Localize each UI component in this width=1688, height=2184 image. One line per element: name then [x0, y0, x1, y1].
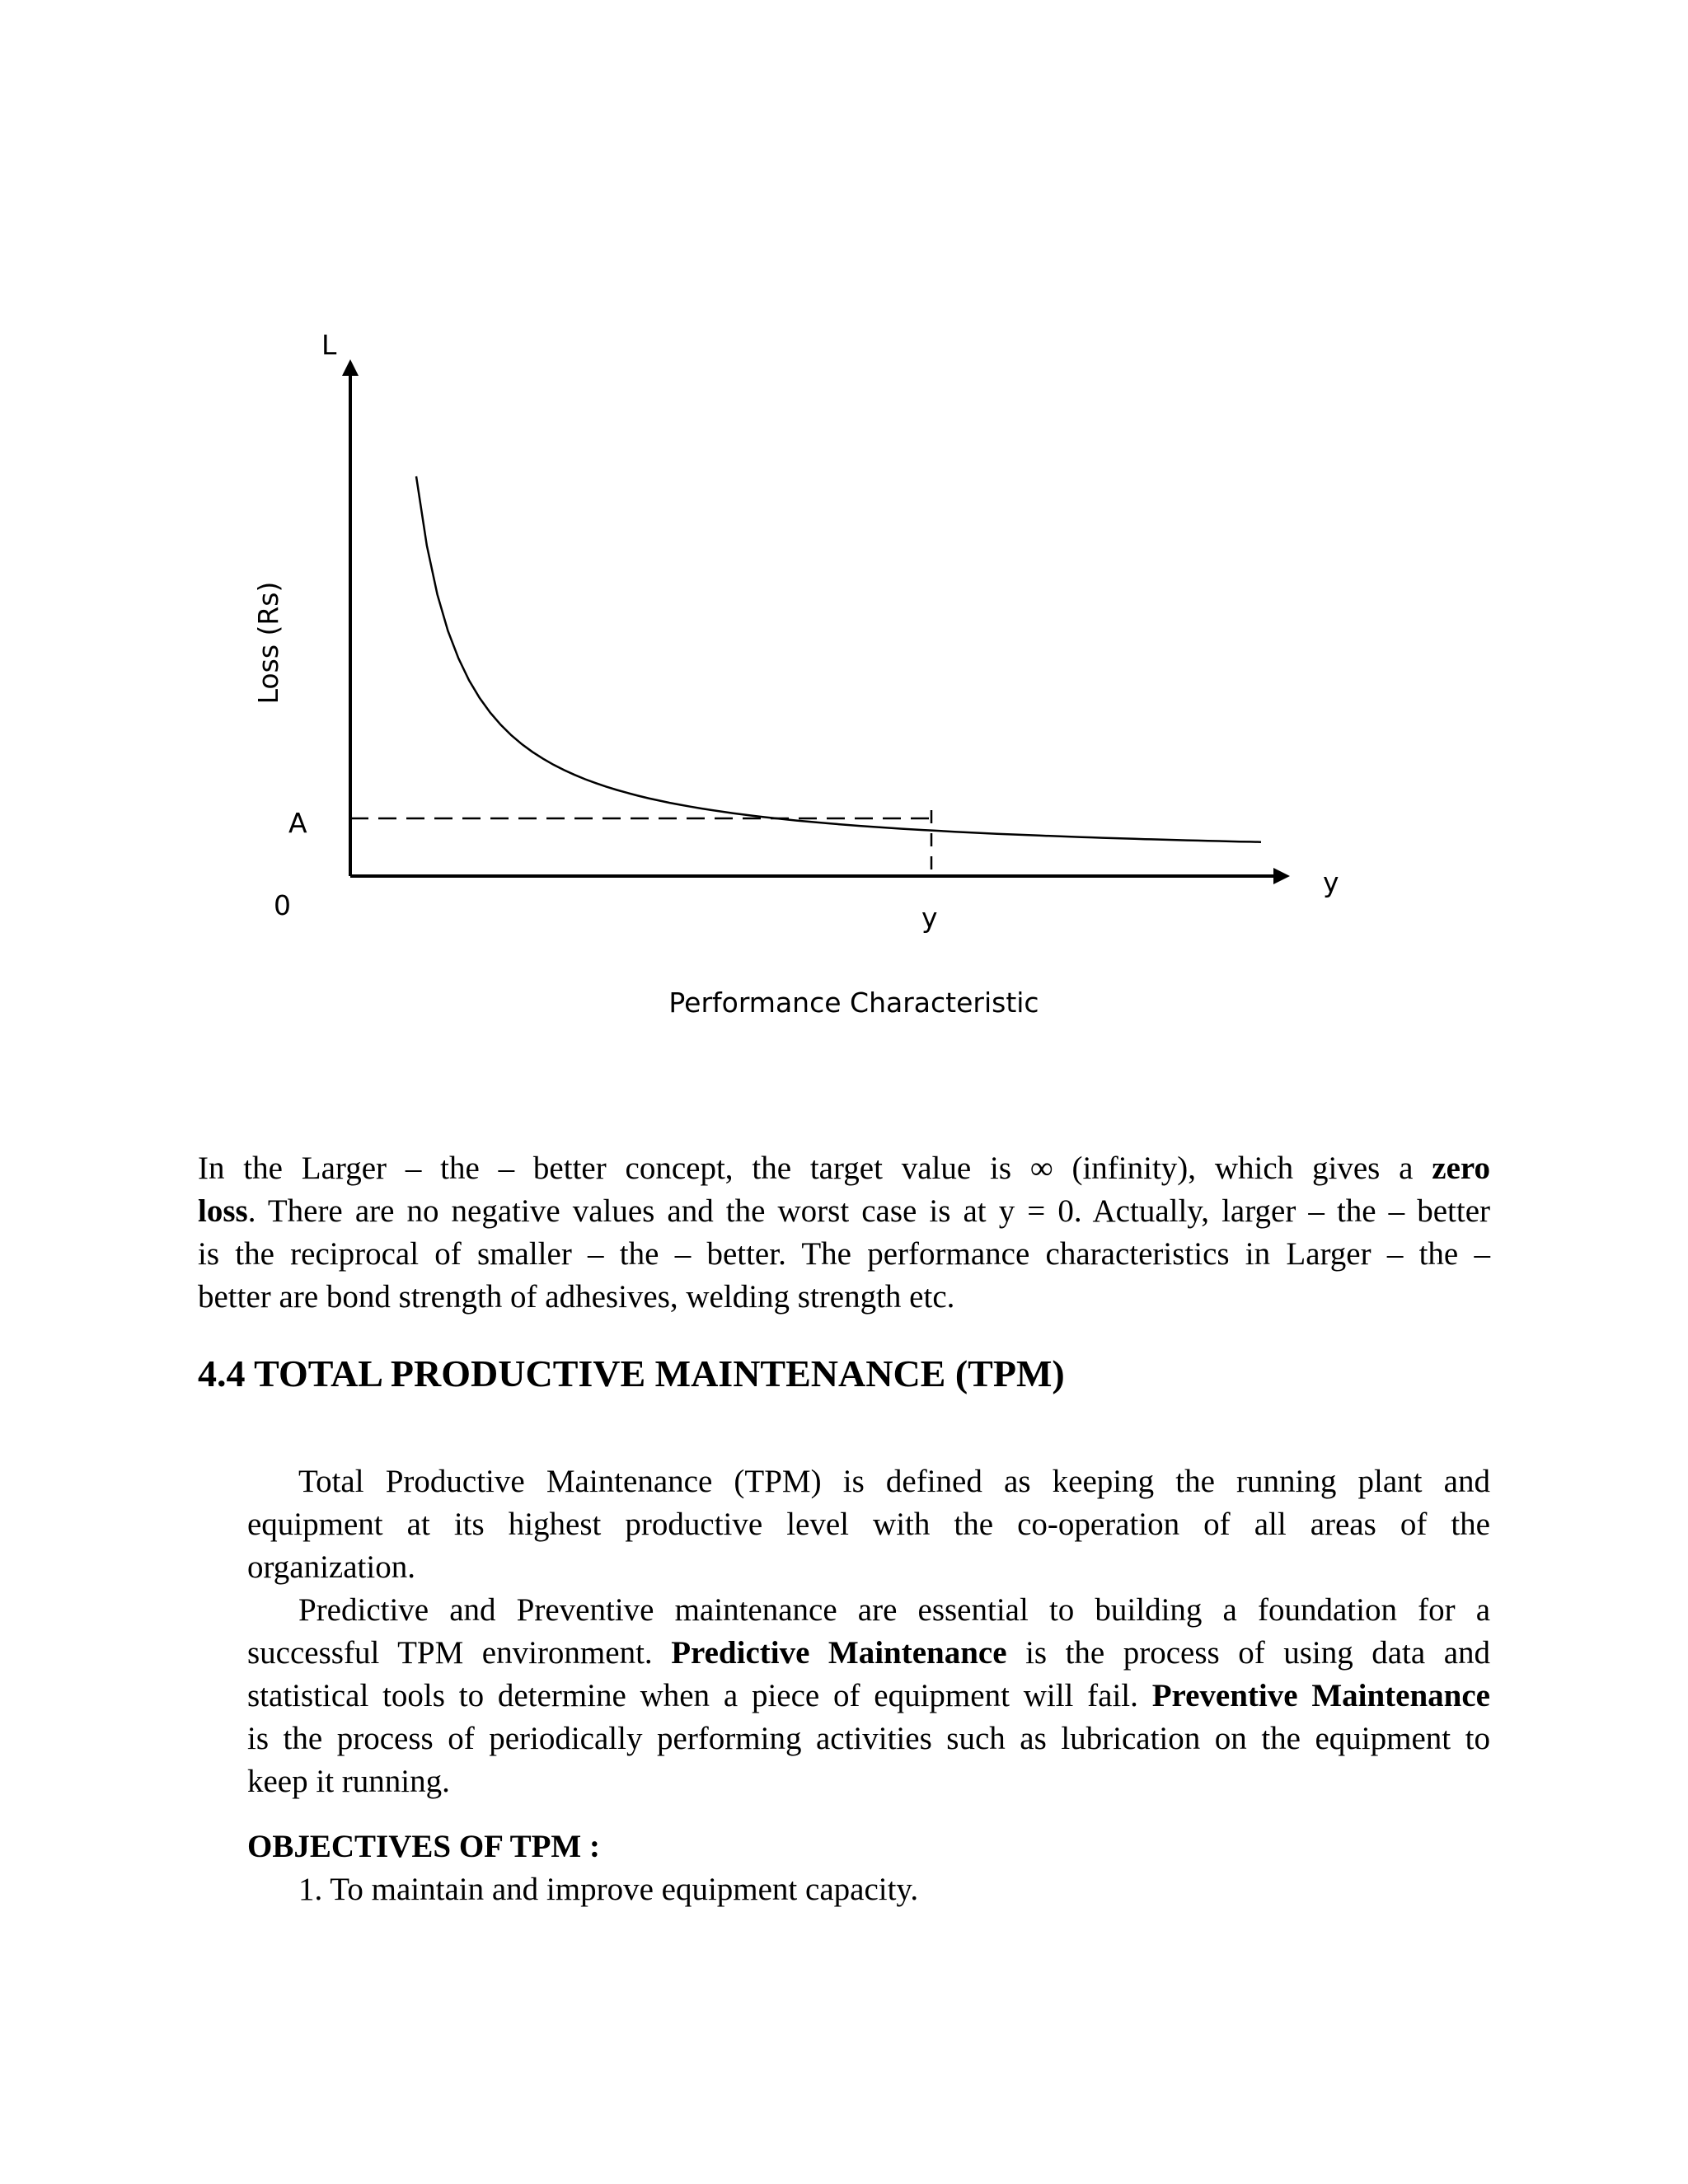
origin-label: 0 — [274, 889, 291, 921]
paragraph-line: is the reciprocal of smaller – the – better. The performance characteristics in Larger – the – — [198, 1236, 1490, 1272]
paragraph-predictive-preventive — [247, 1589, 1490, 1803]
text-run: is the process of using data and — [1025, 1635, 1491, 1671]
x-axis-end-label: y — [1323, 866, 1339, 898]
paragraph-line: better are bond strength of adhesives, welding strength etc. — [198, 1279, 955, 1315]
loss-function-chart — [0, 0, 1688, 1071]
paragraph-line: keep it running. — [247, 1764, 450, 1799]
bold-text: loss — [198, 1193, 248, 1229]
bold-text: zero — [1432, 1151, 1490, 1186]
paragraph-line — [198, 1147, 1490, 1190]
text-run: . There are no negative values and the worst case is at y = 0. Actually, larger – the – better — [247, 1193, 1490, 1229]
x-axis-title: Performance Characteristic — [668, 987, 1039, 1019]
paragraph-line: organization. — [247, 1549, 415, 1585]
section-heading: 4.4 TOTAL PRODUCTIVE MAINTENANCE (TPM) — [198, 1352, 1065, 1394]
loss-curve — [416, 476, 1261, 842]
bold-text: Predictive Maintenance — [671, 1635, 1007, 1671]
text-run: statistical tools to determine when a piece of equipment will fail. — [247, 1678, 1138, 1713]
y-axis-top-label: L — [321, 329, 337, 361]
text-run: In the Larger – the – better concept, the target value is ∞ (infinity), which gives a — [198, 1151, 1414, 1186]
paragraph-line: is the process of periodically performing activities such as lubrication on the equipment to — [247, 1721, 1490, 1756]
paragraph-line — [247, 1675, 1490, 1718]
reference-x-label: y — [921, 902, 938, 934]
text-run: successful TPM environment. — [247, 1635, 653, 1671]
paragraph-line — [198, 1190, 1490, 1233]
bold-text: Preventive Maintenance — [1151, 1678, 1490, 1713]
paragraph-line: Total Productive Maintenance (TPM) is defined as keeping the running plant and — [298, 1464, 1490, 1499]
paragraph-line: equipment at its highest productive level with the co-operation of all areas of the — [247, 1507, 1490, 1542]
paragraph-line — [247, 1632, 1490, 1675]
y-axis-arrowhead — [342, 359, 359, 376]
objectives-heading: OBJECTIVES OF TPM : — [247, 1829, 600, 1864]
reference-y-label: A — [288, 807, 307, 839]
x-axis-arrowhead — [1273, 868, 1290, 884]
paragraph-line: Predictive and Preventive maintenance are essential to building a foundation for a — [298, 1592, 1490, 1628]
y-axis-title: Loss (Rs) — [252, 581, 284, 705]
list-item: 1. To maintain and improve equipment capacity. — [298, 1872, 919, 1907]
paragraph-tpm-definition — [247, 1460, 1490, 1589]
paragraph-larger-the-better — [198, 1147, 1490, 1319]
